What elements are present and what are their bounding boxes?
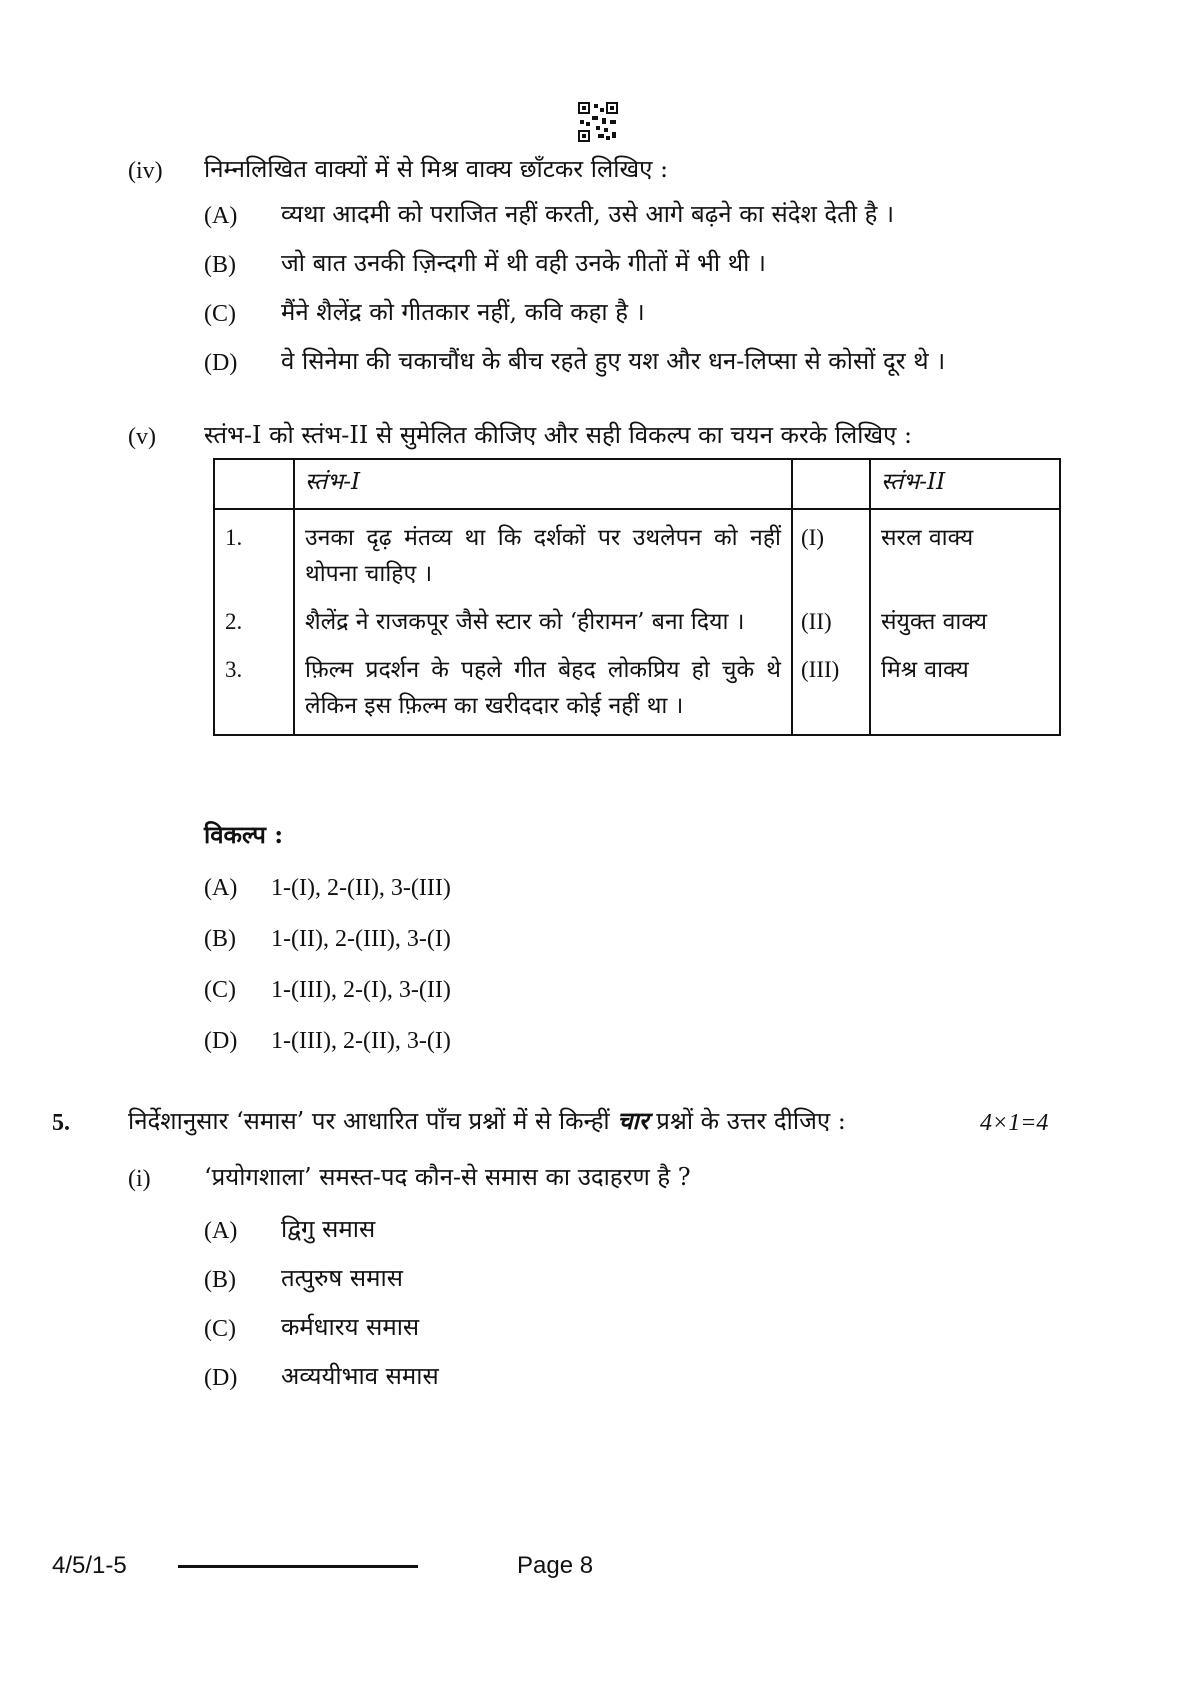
footer-divider	[178, 1565, 418, 1568]
question-prompt: निम्नलिखित वाक्यों में से मिश्र वाक्य छाँटकर लिखिए :	[204, 155, 669, 183]
option-key: (D)	[204, 350, 238, 376]
question-label: (v)	[128, 424, 156, 450]
table-row	[214, 596, 1060, 644]
option-text: कर्मधारय समास	[281, 1313, 420, 1341]
row-roman: (II)	[792, 596, 870, 644]
marks: 4×1=4	[980, 1110, 1049, 1136]
option-text: 1-(I), 2-(II), 3-(III)	[271, 875, 451, 901]
row-number: 1.	[214, 509, 294, 596]
table-header-row	[214, 459, 1060, 509]
option-key: (B)	[204, 252, 236, 278]
option-text: तत्पुरुष समास	[281, 1264, 403, 1292]
option-key: (B)	[204, 926, 236, 952]
option-key: (D)	[204, 1028, 238, 1054]
option-text: 1-(III), 2-(II), 3-(I)	[271, 1028, 451, 1054]
question-prompt	[128, 1106, 846, 1136]
table-row	[214, 644, 1060, 735]
option-key: (C)	[204, 977, 236, 1003]
option-key: (A)	[204, 203, 238, 229]
option-text: जो बात उनकी ज़िन्दगी में थी वही उनके गीतों में भी थी ।	[281, 249, 767, 277]
row-number: 2.	[214, 596, 294, 644]
option-text: अव्ययीभाव समास	[281, 1362, 439, 1390]
option-key: (A)	[204, 875, 238, 901]
page-number: Page 8	[517, 1552, 594, 1579]
paper-code: 4/5/1-5	[52, 1552, 127, 1579]
column-2-header: स्तंभ-II	[870, 459, 1060, 509]
question-prompt: स्तंभ-I को स्तंभ-II से सुमेलित कीजिए और सही विकल्प का चयन करके लिखिए :	[204, 421, 913, 449]
option-text: 1-(II), 2-(III), 3-(I)	[271, 926, 451, 952]
option-key: (D)	[204, 1365, 238, 1391]
option-key: (C)	[204, 1316, 236, 1342]
row-roman: (I)	[792, 509, 870, 596]
row-type: मिश्र वाक्य	[870, 644, 1060, 735]
option-text: द्विगु समास	[281, 1215, 376, 1243]
prompt-text: प्रश्नों के उत्तर दीजिए :	[648, 1107, 846, 1135]
row-type: सरल वाक्य	[870, 509, 1060, 596]
question-number: 5.	[52, 1110, 70, 1136]
option-text: मैंने शैलेंद्र को गीतकार नहीं, कवि कहा है ।	[281, 298, 645, 326]
option-text: 1-(III), 2-(I), 3-(II)	[271, 977, 451, 1003]
qr-code-icon	[578, 102, 618, 142]
match-table	[213, 458, 1061, 736]
row-text: उनका दृढ़ मंतव्य था कि दर्शकों पर उथलेपन को नहीं थोपना चाहिए ।	[294, 509, 792, 596]
row-type: संयुक्त वाक्य	[870, 596, 1060, 644]
question-label: (i)	[128, 1166, 151, 1192]
column-1-header: स्तंभ-I	[294, 459, 792, 509]
options-heading: विकल्प :	[204, 820, 284, 849]
option-key: (A)	[204, 1218, 238, 1244]
row-number: 3.	[214, 644, 294, 735]
question-prompt: ‘प्रयोगशाला’ समस्त-पद कौन-से समास का उदाहरण है ?	[204, 1163, 691, 1191]
question-label: (iv)	[128, 158, 163, 184]
prompt-text: निर्देशानुसार ‘समास’ पर आधारित पाँच प्रश्नों में से किन्हीं	[128, 1107, 618, 1135]
option-text: वे सिनेमा की चकाचौंध के बीच रहते हुए यश और धन-लिप्सा से कोसों दूर थे ।	[281, 347, 946, 375]
option-key: (C)	[204, 301, 236, 327]
row-text: फ़िल्म प्रदर्शन के पहले गीत बेहद लोकप्रिय हो चुके थे लेकिन इस फ़िल्म का खरीददार कोई नहीं था ।	[294, 644, 792, 735]
row-roman: (III)	[792, 644, 870, 735]
row-text: शैलेंद्र ने राजकपूर जैसे स्टार को ‘हीरामन’ बना दिया ।	[294, 596, 792, 644]
table-cell	[792, 459, 870, 509]
prompt-emphasis: चार	[617, 1106, 649, 1135]
option-key: (B)	[204, 1267, 236, 1293]
table-cell	[214, 459, 294, 509]
option-text: व्यथा आदमी को पराजित नहीं करती, उसे आगे बढ़ने का संदेश देती है ।	[281, 200, 895, 228]
table-row	[214, 509, 1060, 596]
